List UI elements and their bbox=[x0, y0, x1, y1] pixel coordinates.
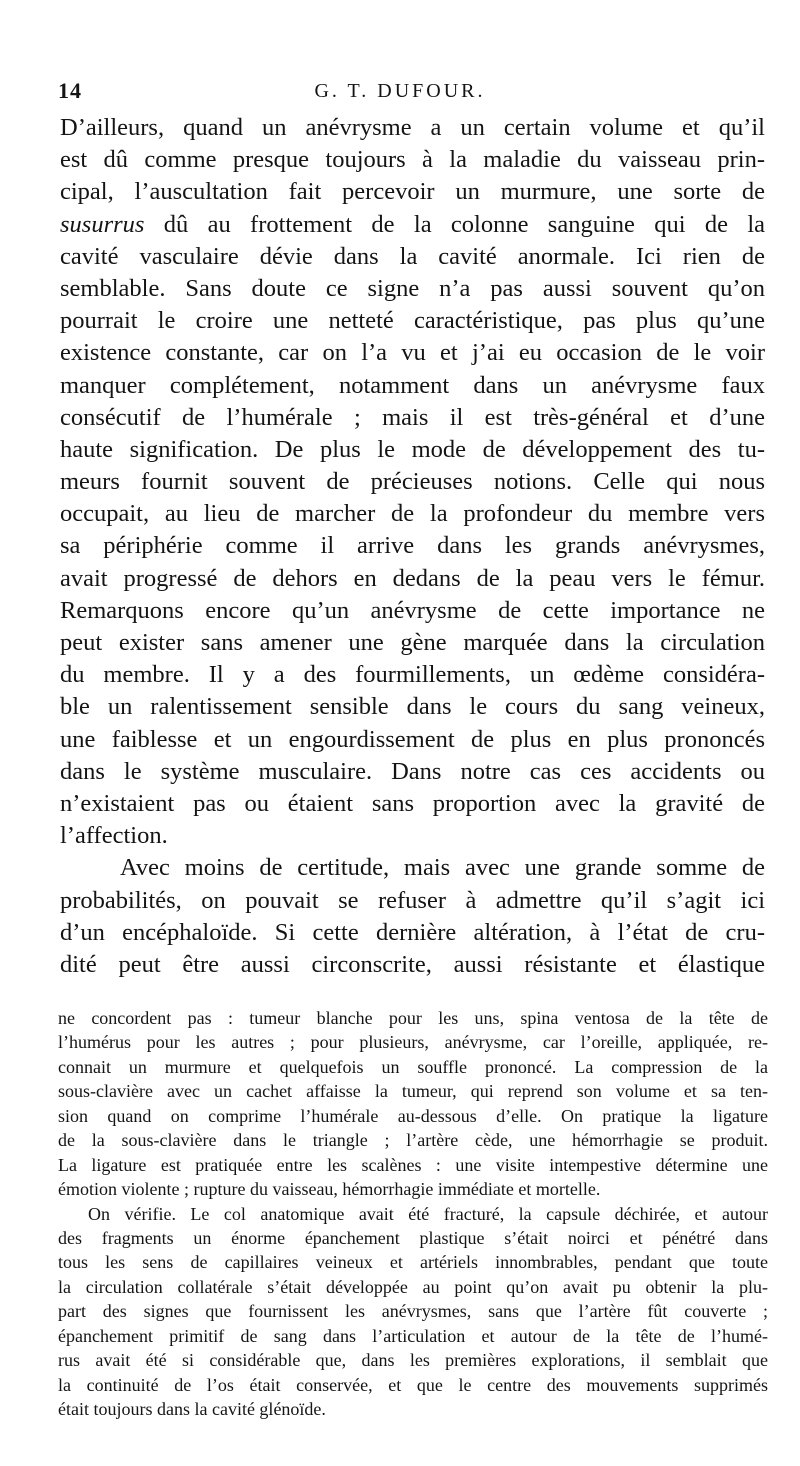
page-number: 14 bbox=[58, 78, 82, 103]
text-line: avait progressé de dehors en dedans de la peau vers le fémur. bbox=[60, 564, 765, 592]
footnote-line: la continuité de l’os était conservée, et que le centre des mouvements supprimés bbox=[58, 1374, 768, 1395]
text-line: du membre. Il y a des fourmillements, un œdème considéra- bbox=[60, 661, 765, 689]
footnote-line: ne concordent pas : tumeur blanche pour les uns, spina ventosa de la tête de bbox=[58, 1008, 768, 1028]
footnote-line: La ligature est pratiquée entre les scalènes : une visite intempestive détermine une bbox=[58, 1154, 768, 1175]
text-line: occupait, au lieu de marcher de la profondeur du membre vers bbox=[60, 500, 765, 528]
text-line: cipal, l’auscultation fait percevoir un murmure, une sorte de bbox=[60, 178, 765, 206]
text-line: consécutif de l’humérale ; mais il est très-général et d’une bbox=[60, 403, 765, 431]
footnote-line: rus avait été si considérable que, dans les premières explorations, il semblait que bbox=[58, 1350, 768, 1371]
text-line: une faiblesse et un engourdissement de plus en plus prononcés bbox=[60, 725, 765, 753]
footnote-line: l’humérus pour les autres ; pour plusieurs, anévrysme, car l’oreille, appliquée, re- bbox=[58, 1032, 768, 1053]
footnote-line: épanchement primitif de sang dans l’articulation et autour de la tête de l’humé- bbox=[58, 1325, 768, 1346]
footnote bbox=[58, 1006, 768, 1421]
text-line: semblable. Sans doute ce signe n’a pas aussi souvent qu’on bbox=[60, 274, 765, 302]
text-line: existence constante, car on l’a vu et j’ai eu occasion de le voir bbox=[60, 339, 765, 367]
text-line: pourrait le croire une netteté caractéristique, pas plus qu’une bbox=[60, 307, 765, 335]
text-line: est dû comme presque toujours à la maladie du vaisseau prin- bbox=[60, 146, 765, 174]
footnote-line: connait un murmure et quelquefois un souffle prononcé. La compression de la bbox=[58, 1056, 768, 1077]
footnote-line: On vérifie. Le col anatomique avait été fracturé, la capsule déchirée, et autour bbox=[88, 1203, 768, 1224]
text-line: peut exister sans amener une gène marquée dans la circulation bbox=[60, 629, 765, 656]
text-line: sa périphérie comme il arrive dans les grands anévrysmes, bbox=[60, 532, 765, 560]
footnote-line: tous les sens de capillaires veineux et artériels innombrables, pendant que toute bbox=[58, 1252, 768, 1273]
footnote-line: la circulation collatérale s’était développée au point qu’on avait pu obtenir la plu- bbox=[58, 1276, 768, 1297]
running-title: G. T. DUFOUR. bbox=[314, 80, 486, 102]
text-line: cavité vasculaire dévie dans la cavité anormale. Ici rien de bbox=[60, 242, 765, 270]
footnote-line: de la sous-clavière dans le triangle ; l’artère cède, une hémorrhagie se produit. bbox=[58, 1130, 768, 1151]
text-line: haute signification. De plus le mode de développement des tu- bbox=[60, 435, 765, 463]
text-line: Avec moins de certitude, mais avec une grande somme de bbox=[120, 854, 765, 882]
text-line: D’ailleurs, quand un anévrysme a un certain volume et qu’il bbox=[60, 114, 765, 141]
footnote-line: des fragments un énorme épanchement plastique s’était noirci et pénétré dans bbox=[58, 1227, 768, 1248]
text-line: manquer complétement, notamment dans un anévrysme faux bbox=[60, 371, 765, 399]
text-line: dans le système musculaire. Dans notre cas ces accidents ou bbox=[60, 757, 765, 785]
main-text bbox=[60, 112, 765, 981]
italic-term: susurrus bbox=[60, 210, 145, 238]
footnote-line: sous-clavière avec un cachet affaisse la tumeur, qui reprend son volume et sa ten- bbox=[58, 1081, 768, 1102]
footnote-line: sion quand on comprime l’humérale au-dessous d’elle. On pratique la ligature bbox=[58, 1105, 768, 1126]
text-line: Remarquons encore qu’un anévrysme de cette importance ne bbox=[60, 596, 765, 624]
footnote-line: émotion violente ; rupture du vaisseau, hémorrhagie immédiate et mortelle. bbox=[58, 1179, 601, 1200]
text-line: ble un ralentissement sensible dans le cours du sang veineux, bbox=[60, 693, 765, 721]
text-line: meurs fournit souvent de précieuses notions. Celle qui nous bbox=[60, 468, 765, 496]
text-line: probabilités, on pouvait se refuser à admettre qu’il s’agit ici bbox=[60, 886, 765, 914]
footnote-line: part des signes que fournissent les anévrysmes, sans que l’artère fût couverte ; bbox=[58, 1301, 768, 1322]
footnote-line: était toujours dans la cavité glénoïde. bbox=[58, 1399, 326, 1419]
text-line: d’un encéphaloïde. Si cette dernière altération, à l’état de cru- bbox=[60, 918, 765, 946]
text-line: l’affection. bbox=[60, 822, 168, 850]
text-line: n’existaient pas ou étaient sans proportion avec la gravité de bbox=[60, 789, 765, 817]
text-line: susurrus dû au frottement de la colonne sanguine qui de la bbox=[60, 210, 765, 238]
text-line: dité peut être aussi circonscrite, aussi résistante et élastique bbox=[60, 950, 765, 978]
